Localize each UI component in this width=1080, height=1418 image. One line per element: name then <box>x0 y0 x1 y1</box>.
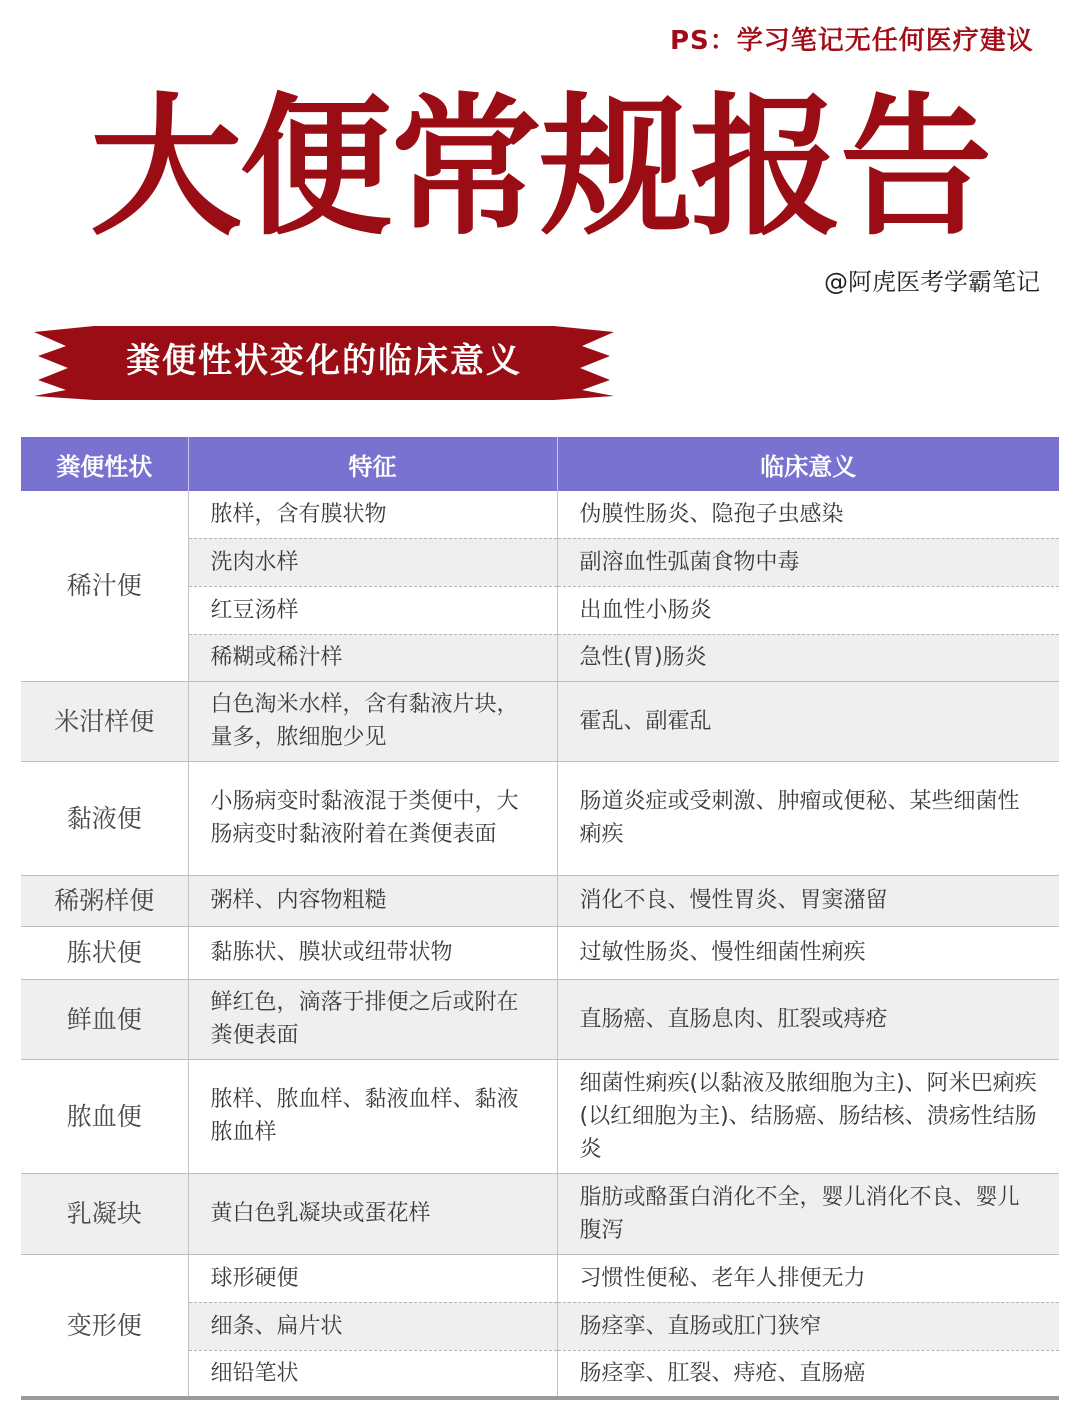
meaning-cell: 脂肪或酪蛋白消化不全，婴儿消化不良、婴儿腹泻 <box>557 1173 1059 1254</box>
trait-name-cell: 鲜血便 <box>21 979 188 1059</box>
trait-name-cell: 脓血便 <box>21 1059 188 1173</box>
table-row <box>21 761 1059 875</box>
table-header-row <box>21 437 1059 491</box>
feature-cell: 洗肉水样 <box>188 538 557 586</box>
meaning-cell: 肠痉挛、肛裂、痔疮、直肠癌 <box>557 1350 1059 1398</box>
feature-cell: 黄白色乳凝块或蛋花样 <box>188 1173 557 1254</box>
meaning-cell: 消化不良、慢性胃炎、胃窦潴留 <box>557 875 1059 926</box>
trait-name-cell: 稀汁便 <box>21 491 188 681</box>
meaning-cell: 副溶血性弧菌食物中毒 <box>557 538 1059 586</box>
feature-cell: 黏胨状、膜状或纽带状物 <box>188 926 557 979</box>
header-feature: 特征 <box>188 437 557 491</box>
trait-name-cell: 胨状便 <box>21 926 188 979</box>
table-row <box>21 681 1059 761</box>
trait-name-cell: 稀粥样便 <box>21 875 188 926</box>
feature-cell: 粥样、内容物粗糙 <box>188 875 557 926</box>
section-banner <box>34 322 614 402</box>
feature-cell: 红豆汤样 <box>188 586 557 634</box>
meaning-cell: 肠痉挛、直肠或肛门狭窄 <box>557 1302 1059 1350</box>
header-trait: 粪便性状 <box>21 437 188 491</box>
feature-cell: 鲜红色，滴落于排便之后或附在粪便表面 <box>188 979 557 1059</box>
trait-name-cell: 黏液便 <box>21 761 188 875</box>
feature-cell: 小肠病变时黏液混于类便中，大肠病变时黏液附着在粪便表面 <box>188 761 557 875</box>
meaning-cell: 肠道炎症或受刺激、肿瘤或便秘、某些细菌性痢疾 <box>557 761 1059 875</box>
header-meaning: 临床意义 <box>557 437 1059 491</box>
table-row <box>21 1059 1059 1173</box>
feature-cell: 脓样、脓血样、黏液血样、黏液脓血样 <box>188 1059 557 1173</box>
feature-cell: 细铅笔状 <box>188 1350 557 1398</box>
meaning-cell: 出血性小肠炎 <box>557 586 1059 634</box>
table-row <box>21 1254 1059 1302</box>
table-row <box>21 491 1059 538</box>
meaning-cell: 霍乱、副霍乱 <box>557 681 1059 761</box>
trait-name-cell: 米泔样便 <box>21 681 188 761</box>
table-row <box>21 1173 1059 1254</box>
meaning-cell: 直肠癌、直肠息肉、肛裂或痔疮 <box>557 979 1059 1059</box>
feature-cell: 稀糊或稀汁样 <box>188 634 557 681</box>
banner-title: 粪便性状变化的临床意义 <box>126 341 522 381</box>
feature-cell: 白色淘米水样，含有黏液片块，量多，脓细胞少见 <box>188 681 557 761</box>
feature-cell: 脓样，含有膜状物 <box>188 491 557 538</box>
table-row <box>21 926 1059 979</box>
page-title: 大便常规报告 <box>90 79 990 256</box>
meaning-cell: 急性(胃)肠炎 <box>557 634 1059 681</box>
table-row <box>21 979 1059 1059</box>
meaning-cell: 伪膜性肠炎、隐孢子虫感染 <box>557 491 1059 538</box>
meaning-cell: 过敏性肠炎、慢性细菌性痢疾 <box>557 926 1059 979</box>
feature-cell: 细条、扁片状 <box>188 1302 557 1350</box>
feature-cell: 球形硬便 <box>188 1254 557 1302</box>
disclaimer-note: PS：学习笔记无任何医疗建议 <box>670 26 1034 56</box>
trait-name-cell: 变形便 <box>21 1254 188 1398</box>
author-handle: @阿虎医考学霸笔记 <box>824 268 1040 296</box>
meaning-cell: 细菌性痢疾(以黏液及脓细胞为主)、阿米巴痢疾(以红细胞为主)、结肠癌、肠结核、溃疡性结肠炎 <box>557 1059 1059 1173</box>
meaning-cell: 习惯性便秘、老年人排便无力 <box>557 1254 1059 1302</box>
stool-trait-table <box>21 437 1059 1400</box>
table-row <box>21 875 1059 926</box>
table-body <box>21 491 1059 1398</box>
trait-name-cell: 乳凝块 <box>21 1173 188 1254</box>
